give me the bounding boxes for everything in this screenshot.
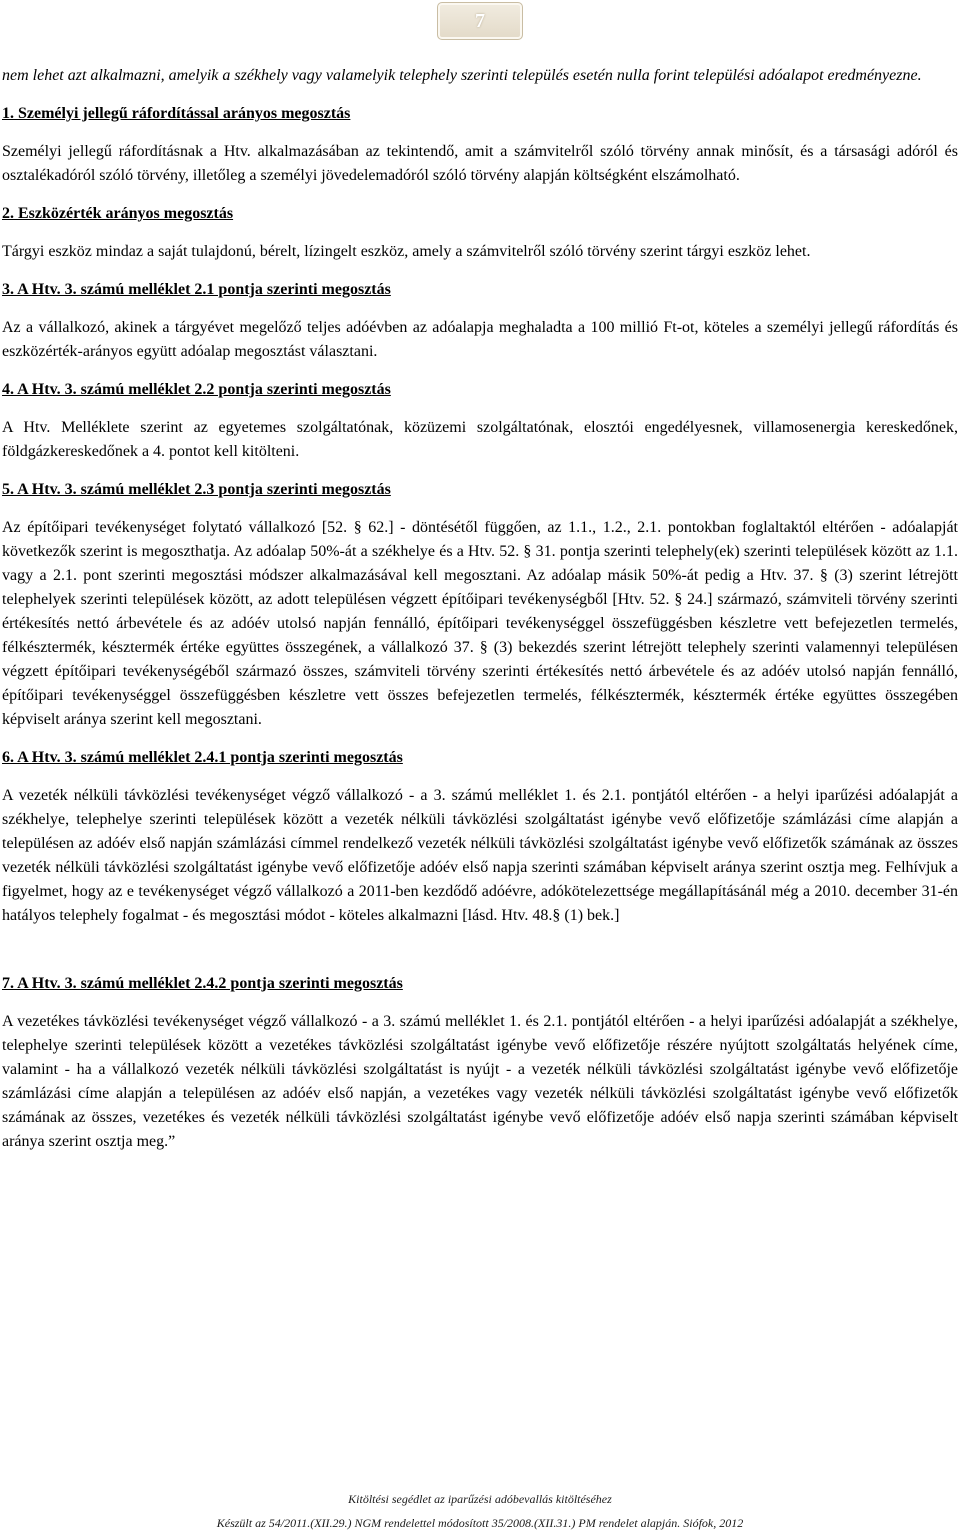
section-4-body: A Htv. Melléklete szerint az egyetemes szolgáltatónak, közüzemi szolgáltatónak, elosztói engedélyesnek, villamosenergia kereskedőnek, földgázkereskedőnek a 4. pontot kell kitölteni. xyxy=(2,419,958,460)
section-5-heading: 5. A Htv. 3. számú melléklet 2.3 pontja szerinti megosztás xyxy=(2,481,391,498)
section-7-body: A vezetékes távközlési tevékenységet végző vállalkozó - a 3. számú melléklet 1. és 2.1. pontjától eltérően - a helyi iparűzési adóalapját a székhelye, telephelye szerinti települések között a vezetékes távközlési szolgáltatást igénybe vevő előfizetője részére nyújtott szolgáltatás helyének címe, valamint - ha a vállalkozó vezeték nélküli távközlési szolgáltatást is nyújt - a vezeték nélküli távközlési szolgáltatást igénybe vevő előfizetője számlázási címe alapján a településen az adóév első napján, a vezetékes vagy vezeték nélküli távközlési szolgáltatást igénybe vevő előfizetők számának az összes, vezetékes és vezeték nélküli távközlési szolgáltatást igénybe vevő előfizetője adóév első napja szerinti számában képviselt aránya szerint osztja meg.” xyxy=(2,1013,958,1150)
section-6-body: A vezeték nélküli távközlési tevékenységet végző vállalkozó - a 3. számú melléklet 1. és 2.1. pontjától eltérően - a helyi iparűzési adóalapját a székhelye, telephelye szerinti települések között a vezeték nélküli távközlési szolgáltatást igénybe vevő előfizetője számlázási címe alapján a településen az adóév első napján számlázási címmel rendelkező vezeték nélküli távközlési szolgáltatást igénybe vevő előfizetők számának az összes vezeték nélküli távközlési szolgáltatást igénybe vevő előfizetője adóév első napja szerinti számában képviselt aránya szerint osztja meg. Felhívjuk a figyelmet, hogy az e tevékenységet végző vállalkozó a 2011-ben kezdődő adóévre, adókötelezettsége megállapításánál még a 2010. december 31-én hatályos telephely fogalmat - és megosztási módot - köteles alkalmazni [lásd. Htv. 48.§ (1) bek.] xyxy=(2,787,958,924)
section-3-heading: 3. A Htv. 3. számú melléklet 2.1 pontja szerinti megosztás xyxy=(2,281,391,298)
section-1-body: Személyi jellegű ráfordításnak a Htv. alkalmazásában az tekintendő, amit a számvitelről szóló törvény annak minősít, és a társasági adóról és osztalékadóról szóló törvény, illetőleg a személyi jövedelemadóról szóló törvény alapján költségként elszámolható. xyxy=(2,143,958,184)
intro-paragraph: nem lehet azt alkalmazni, amelyik a székhely vagy valamelyik telephely szerinti település esetén nulla forint települési adóalapot eredményezne. xyxy=(2,67,922,84)
document-body xyxy=(2,64,958,1154)
section-2-heading: 2. Eszközérték arányos megosztás xyxy=(2,205,234,222)
footer-line-1: Kitöltési segédlet az iparűzési adóbevallás kitöltéséhez xyxy=(348,1492,612,1506)
section-6-heading: 6. A Htv. 3. számú melléklet 2.4.1 pontja szerinti megosztás xyxy=(2,749,403,766)
section-7-heading: 7. A Htv. 3. számú melléklet 2.4.2 pontja szerinti megosztás xyxy=(2,975,403,992)
section-5-body: Az építőipari tevékenységet folytató vállalkozó [52. § 62.] - döntésétől függően, az 1.1., 1.2., 2.1. pontokban foglaltaktól eltérően - adóalapját következők szerint is megoszthatja. Az adóalap 50%-át a székhelye és a Htv. 52. § 31. pontja szerinti telephely(ek) szerinti települések között az 1.1. vagy a 2.1. pont szerinti megosztási módszer alkalmazásával kell megosztani. Az adóalap másik 50%-át pedig a Htv. 37. § (3) szerint létrejött telephelyek szerinti települések között, az adott településen végzett építőipari tevékenységből [Htv. 52. § 24.] származó, számviteli törvény szerinti értékesítés nettó árbevétele és az adóév utolsó napján fennálló, építőipari tevékenységgel összefüggésben készletre vett befejezetlen termelés, félkésztermék, késztermék értéke együttes összegének, a vállalkozó 37. § (3) bekezdés szerint létrejött telephely szerinti valamennyi településen végzett építőipari tevékenységéből származó összes, számviteli törvény szerinti értékesítés nettó árbevétele és az adóév utolsó napján fennálló, építőipari tevékenységgel összefüggésben készletre vett összes befejezetlen termelés, félkésztermék, késztermék értéke együttes összegében képviselt aránya szerint kell megosztani. xyxy=(2,519,958,728)
section-4-heading: 4. A Htv. 3. számú melléklet 2.2 pontja szerinti megosztás xyxy=(2,381,391,398)
page-number-badge: 7 xyxy=(437,2,523,40)
section-1-heading: 1. Személyi jellegű ráfordítással arányos megosztás xyxy=(2,105,351,122)
section-2-body: Tárgyi eszköz mindaz a saját tulajdonú, bérelt, lízingelt eszköz, amely a számvitelről szóló törvény szerint tárgyi eszköz lehet. xyxy=(2,243,811,260)
section-3-body: Az a vállalkozó, akinek a tárgyévet megelőző teljes adóévben az adóalapja meghaladta a 100 millió Ft-ot, köteles a személyi jellegű ráfordítás és eszközérték-arányos együtt adóalap megosztást választani. xyxy=(2,319,958,360)
footer-line-2: Készült az 54/2011.(XII.29.) NGM rendelettel módosított 35/2008.(XII.31.) PM rendelet alapján. Siófok, 2012 xyxy=(216,1516,744,1530)
